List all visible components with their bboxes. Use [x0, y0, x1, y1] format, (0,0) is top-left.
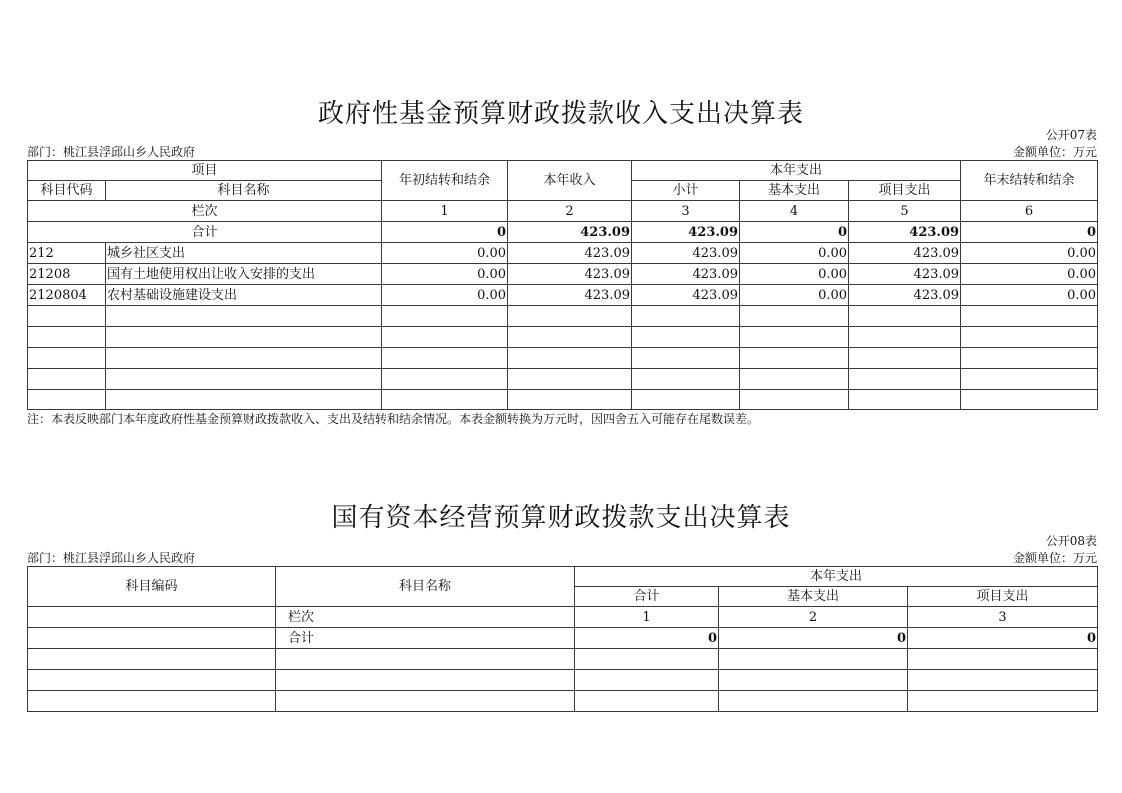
total-row: [28, 222, 1098, 243]
empty-row: [28, 348, 1098, 369]
header-begin-balance: 年初结转和结余: [382, 161, 508, 201]
subject-name-cell: 城乡社区支出: [106, 243, 382, 264]
header-item: 项目: [28, 161, 382, 181]
total-cell: 423.09: [632, 222, 740, 243]
table07-title: 政府性基金预算财政拨款收入支出决算表: [317, 99, 804, 129]
subject-code-cell: 21208: [28, 264, 106, 285]
total-cell: 0: [719, 628, 908, 649]
subject-name-cell: 国有土地使用权出让收入安排的支出: [106, 264, 382, 285]
empty-row: [28, 670, 1098, 691]
column-number: 1: [382, 201, 508, 222]
header-subject-name: 科目名称: [276, 567, 575, 607]
header-subject-code: 科目编码: [28, 567, 276, 607]
value-cell: 423.09: [632, 264, 740, 285]
header-subject-name: 科目名称: [106, 181, 382, 201]
column-number: 6: [961, 201, 1098, 222]
table07-grid: [27, 160, 1098, 410]
total-cell: 0: [961, 222, 1098, 243]
value-cell: 423.09: [849, 264, 961, 285]
empty-row: [28, 306, 1098, 327]
total-cell: 423.09: [849, 222, 961, 243]
table08-unit: 金额单位：万元: [1012, 551, 1097, 565]
value-cell: 0.00: [382, 285, 508, 306]
column-number: 5: [849, 201, 961, 222]
empty-row: [28, 327, 1098, 348]
value-cell: 423.09: [849, 285, 961, 306]
total-label: 合计: [28, 222, 382, 243]
table08-department: 部门：桃江县浮邱山乡人民政府: [27, 551, 196, 565]
value-cell: 0.00: [961, 243, 1098, 264]
value-cell: 0.00: [382, 264, 508, 285]
subject-code-cell: 212: [28, 243, 106, 264]
total-cell: 0: [575, 628, 719, 649]
total-label: 合计: [276, 628, 575, 649]
header-subtotal: 小计: [632, 181, 740, 201]
header-expense: 本年支出: [632, 161, 961, 181]
table-row: [28, 285, 1098, 306]
empty-row: [28, 369, 1098, 390]
value-cell: 0.00: [961, 285, 1098, 306]
header-income: 本年收入: [508, 161, 632, 201]
header-project: 项目支出: [849, 181, 961, 201]
total-cell: 423.09: [508, 222, 632, 243]
value-cell: 423.09: [508, 285, 632, 306]
header-expense: 本年支出: [575, 567, 1098, 587]
column-number-label: 栏次: [276, 607, 575, 628]
value-cell: 423.09: [508, 264, 632, 285]
header-total: 合计: [575, 587, 719, 607]
table08-title: 国有资本经营预算财政拨款支出决算表: [331, 503, 791, 533]
column-number: 2: [719, 607, 908, 628]
column-number: 4: [740, 201, 849, 222]
value-cell: 0.00: [740, 285, 849, 306]
value-cell: 0.00: [740, 243, 849, 264]
value-cell: 0.00: [740, 264, 849, 285]
table-row: [28, 264, 1098, 285]
table07-unit: 金额单位：万元: [1012, 145, 1097, 159]
subject-name-cell: 农村基础设施建设支出: [106, 285, 382, 306]
empty-row: [28, 390, 1098, 410]
value-cell: 423.09: [632, 243, 740, 264]
table07-note: 注：本表反映部门本年度政府性基金预算财政拨款收入、支出及结转和结余情况。本表金额转换为万元时，因四舍五入可能存在尾数误差。: [27, 412, 760, 426]
total-cell: 0: [382, 222, 508, 243]
header-end-balance: 年末结转和结余: [961, 161, 1098, 201]
column-number: 3: [908, 607, 1098, 628]
value-cell: 0.00: [382, 243, 508, 264]
header-project: 项目支出: [908, 587, 1098, 607]
table07-department: 部门：桃江县浮邱山乡人民政府: [27, 145, 196, 159]
column-number-label: 栏次: [28, 201, 382, 222]
total-row: [28, 628, 1098, 649]
header-subject-code: 科目代码: [28, 181, 106, 201]
value-cell: 423.09: [632, 285, 740, 306]
column-number: 3: [632, 201, 740, 222]
value-cell: 423.09: [508, 243, 632, 264]
table08-grid: [27, 566, 1098, 712]
column-number: 1: [575, 607, 719, 628]
column-number: 2: [508, 201, 632, 222]
total-cell: 0: [908, 628, 1098, 649]
value-cell: 0.00: [961, 264, 1098, 285]
header-basic: 基本支出: [719, 587, 908, 607]
total-cell: 0: [740, 222, 849, 243]
value-cell: 423.09: [849, 243, 961, 264]
table-row: [28, 243, 1098, 264]
empty-row: [28, 691, 1098, 712]
table07-code: 公开07表: [1045, 128, 1097, 142]
table08-code: 公开08表: [1045, 534, 1097, 548]
header-basic: 基本支出: [740, 181, 849, 201]
empty-row: [28, 649, 1098, 670]
subject-code-cell: 2120804: [28, 285, 106, 306]
